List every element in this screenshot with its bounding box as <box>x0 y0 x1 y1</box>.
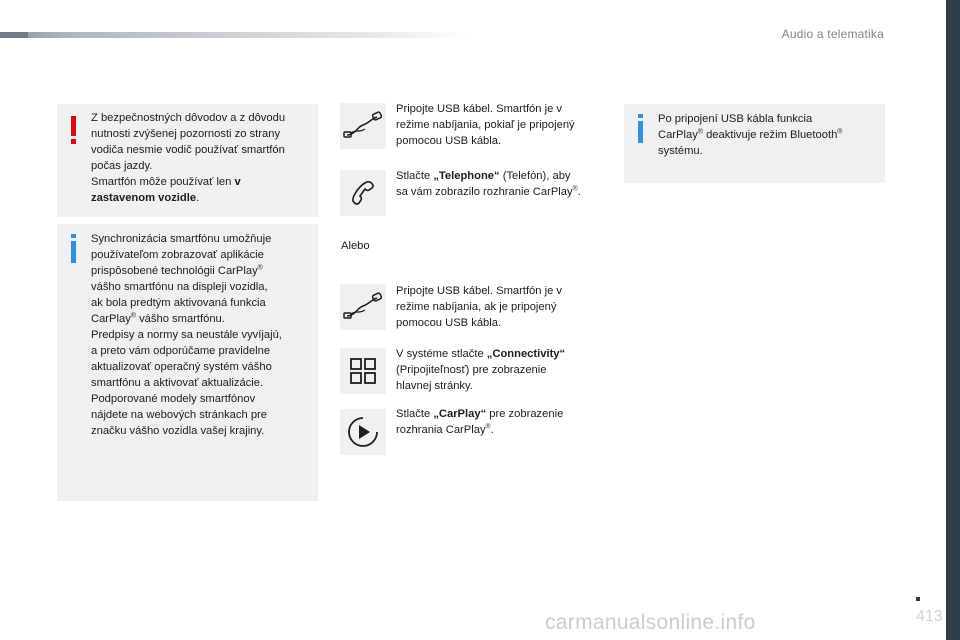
info-box-synchronization <box>57 224 318 501</box>
header-bar-accent <box>0 32 28 38</box>
usb-cable-icon <box>340 284 386 330</box>
step-press-connectivity: V systéme stlačte „Connectivity“ (Pripojiteľnosť) pre zobrazenie hlavnej stránky. <box>396 348 566 392</box>
warning-exclamation-dot <box>71 139 76 144</box>
connectivity-grid-icon <box>340 348 386 394</box>
watermark: carmanualsonline.info <box>545 611 756 634</box>
header-gradient-bar <box>0 32 470 38</box>
warning-text: Z bezpečnostných dôvodov a z dôvodu nutnosti zvýšenej pozornosti zo strany vodiča nesmie vodič používať smartfón počas jazdy. Smartfón môže používať len v zastavenom vozidle. <box>91 112 286 204</box>
section-title: Audio a telematika <box>781 27 884 41</box>
page-dot <box>916 597 920 601</box>
phone-handset-icon <box>340 170 386 216</box>
info-text-bluetooth: Po pripojení USB kábla funkcia CarPlay® deaktivuje režim Bluetooth® systému. <box>658 113 843 157</box>
usb-cable-icon <box>340 103 386 149</box>
warning-box <box>57 104 318 217</box>
info-icon-bar <box>638 121 643 143</box>
info-box-bluetooth <box>624 104 885 183</box>
info-icon-dot <box>71 234 76 238</box>
step-connect-usb-charging-alt: Pripojte USB kábel. Smartfón je v režime nabíjania, ak je pripojený pomocou USB kábla. <box>396 285 563 329</box>
step-press-carplay: Stlačte „CarPlay“ pre zobrazenie rozhrania CarPlay®. <box>396 408 564 436</box>
info-text-synchronization: Synchronizácia smartfónu umožňuje používateľom zobrazovať aplikácie prispôsobené technológii CarPlay® vášho smartfónu na displeji vozidla, ak bola predtým aktivovaná funkcia CarPlay® vášho smartfónu. Predpisy a normy sa neustále vyvíjajú, a preto vám odporúčame pravidelne aktualizovať operačný systém vášho smartfónu a aktivovať aktualizácie. Podporované modely smartfónov nájdete na webových stránkach pre značku vášho vozidla vašej krajiny. <box>91 233 282 437</box>
separator-or: Alebo <box>341 240 370 252</box>
page-number: 413 <box>916 608 943 625</box>
step-press-telephone: Stlačte „Telephone“ (Telefón), aby sa vám zobrazilo rozhranie CarPlay®. <box>396 170 581 198</box>
info-icon-dot <box>638 114 643 118</box>
carplay-play-icon <box>340 409 386 455</box>
step-connect-usb-charging: Pripojte USB kábel. Smartfón je v režime nabíjania, pokiaľ je pripojený pomocou USB kábla. <box>396 103 575 147</box>
info-icon-bar <box>71 241 76 263</box>
warning-exclamation-icon <box>71 116 76 136</box>
page-edge-strip <box>946 0 960 640</box>
